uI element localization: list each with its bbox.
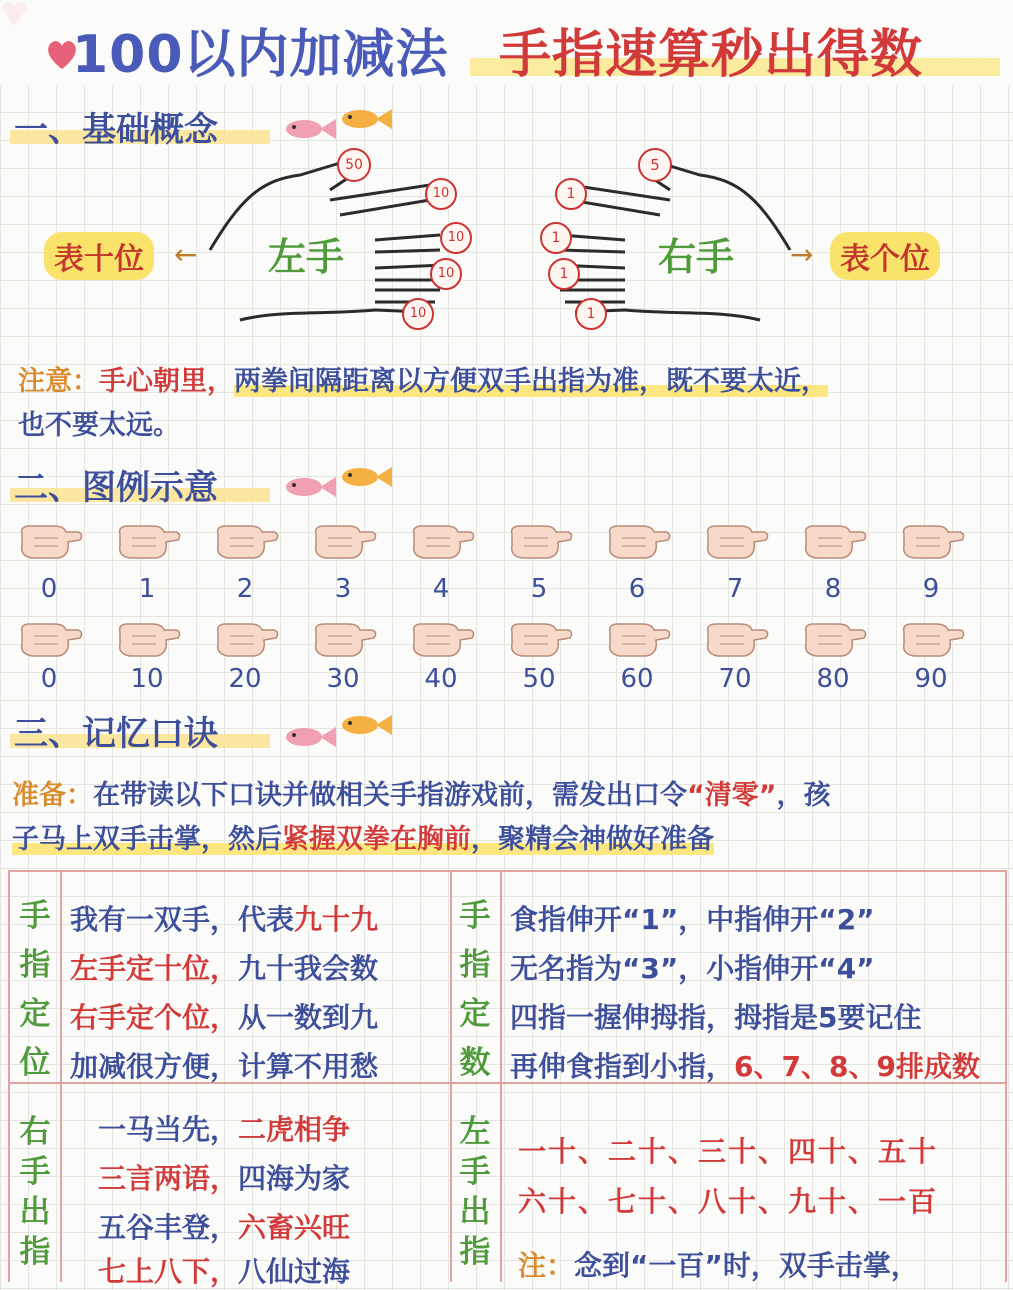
line-emphasis: 拇指是5要记住 bbox=[734, 1001, 922, 1034]
tens-hand-gesture-icon bbox=[406, 614, 476, 664]
prep-text-1b: ，孩 bbox=[776, 780, 831, 811]
header-char: 手 bbox=[459, 898, 491, 934]
line-emphasis: 八仙过海 bbox=[238, 1255, 351, 1288]
line-text: 七上八下， bbox=[98, 1255, 239, 1288]
line-text: 食指伸开“1”， bbox=[510, 903, 707, 936]
prep-emphasis: 紧握双拳在胸前 bbox=[282, 824, 471, 855]
row2-right-line: 六十、七十、八十、九十、一百 bbox=[518, 1185, 939, 1218]
row1-left-header bbox=[10, 892, 60, 1088]
prep-quote: “清零” bbox=[687, 780, 777, 811]
line-text: 一马当先， bbox=[98, 1113, 239, 1146]
ones-gesture-number: 3 bbox=[334, 574, 352, 604]
left-arrow-icon: ← bbox=[174, 238, 198, 271]
row1-left-line bbox=[70, 898, 378, 938]
ones-gesture-number: 9 bbox=[922, 574, 940, 604]
ones-hand-gesture-icon bbox=[210, 516, 280, 566]
ones-gesture-number: 6 bbox=[628, 574, 646, 604]
tens-gesture-number: 60 bbox=[620, 664, 654, 694]
row1-right-line bbox=[510, 996, 922, 1036]
pink-fish-icon bbox=[282, 474, 338, 500]
tens-gesture-number: 10 bbox=[130, 664, 164, 694]
header-char: 指 bbox=[19, 947, 51, 983]
line-emphasis: 计算不用愁 bbox=[238, 1050, 379, 1083]
header-char: 手 bbox=[19, 898, 51, 934]
tens-hand-gesture-icon bbox=[210, 614, 280, 664]
right-ring-value: 1 bbox=[548, 258, 580, 290]
table-divider bbox=[500, 872, 502, 1282]
header-char: 指 bbox=[19, 1234, 51, 1270]
row1-right-header bbox=[450, 892, 500, 1088]
line-emphasis: 6、7、8、9排成数 bbox=[734, 1050, 980, 1083]
row2-left-header bbox=[10, 1112, 60, 1272]
row2-left-line bbox=[98, 1206, 350, 1246]
tens-gesture-number: 90 bbox=[914, 664, 948, 694]
line-text: 右手定个位， bbox=[70, 1001, 239, 1034]
tens-gesture-number: 20 bbox=[228, 664, 262, 694]
line-emphasis: 中指伸开“2” bbox=[706, 903, 875, 936]
tens-hand-gesture-icon bbox=[504, 614, 574, 664]
ones-gesture-number: 2 bbox=[236, 574, 254, 604]
left-little-value: 10 bbox=[402, 298, 434, 330]
row1-left-line bbox=[70, 996, 378, 1036]
row1-left-line bbox=[70, 1045, 378, 1085]
tens-gesture-number: 0 bbox=[40, 664, 58, 694]
right-arrow-icon: → bbox=[790, 238, 814, 271]
row2-right-note bbox=[518, 1244, 919, 1284]
ones-gesture-number: 5 bbox=[530, 574, 548, 604]
line-emphasis: 四海为家 bbox=[238, 1162, 351, 1195]
header-char: 数 bbox=[459, 1045, 491, 1081]
row1-right-line bbox=[510, 947, 875, 987]
row2-left-line bbox=[98, 1108, 350, 1148]
page-title-part1: 100以内加减法 bbox=[72, 25, 449, 85]
line-text: 四指一握伸拇指， bbox=[510, 1001, 735, 1034]
section1-note bbox=[18, 360, 998, 448]
header-char: 右 bbox=[19, 1114, 51, 1150]
page-title-part2: 手指速算秒出得数 bbox=[499, 25, 924, 85]
line-emphasis: 从一数到九 bbox=[238, 1001, 379, 1034]
right-thumb-value: 5 bbox=[638, 148, 672, 182]
section3-heading: 三、记忆口诀 bbox=[14, 714, 218, 754]
row2-right-line: 一十、二十、三十、四十、五十 bbox=[518, 1135, 939, 1168]
ones-hand-gesture-icon bbox=[602, 516, 672, 566]
note-text-line1: 两拳间隔距离以方便双手出指为准，既不要太近， bbox=[234, 366, 828, 397]
ones-gesture-number: 1 bbox=[138, 574, 156, 604]
prep-prefix: 准备： bbox=[12, 780, 93, 811]
section3-prep bbox=[12, 774, 1002, 862]
ones-hand-gesture-icon bbox=[798, 516, 868, 566]
line-text: 加减很方便， bbox=[70, 1050, 239, 1083]
header-char: 出 bbox=[19, 1194, 51, 1230]
left-thumb-value: 50 bbox=[337, 148, 371, 182]
tens-gesture-number: 70 bbox=[718, 664, 752, 694]
tens-gesture-number: 40 bbox=[424, 664, 458, 694]
line-text: 五谷丰登， bbox=[98, 1211, 239, 1244]
row2-right-header bbox=[450, 1112, 500, 1272]
ones-hand-gesture-icon bbox=[308, 516, 378, 566]
left-label-tens: 表十位 bbox=[44, 232, 154, 280]
header-char: 指 bbox=[459, 1234, 491, 1270]
row1-left-line bbox=[70, 947, 378, 987]
ones-hand-gesture-icon bbox=[406, 516, 476, 566]
tens-hand-gesture-icon bbox=[798, 614, 868, 664]
note-prefix: 注： bbox=[518, 1249, 575, 1282]
header-char: 定 bbox=[19, 996, 51, 1032]
tens-hand-gesture-icon bbox=[896, 614, 966, 664]
header-char: 指 bbox=[459, 947, 491, 983]
line-emphasis: 九十九 bbox=[294, 903, 379, 936]
orange-fish-icon bbox=[338, 106, 394, 132]
line-text: 再伸食指到小指， bbox=[510, 1050, 735, 1083]
right-little-value: 1 bbox=[575, 298, 607, 330]
pink-fish-icon bbox=[282, 724, 338, 750]
tens-gesture-number: 80 bbox=[816, 664, 850, 694]
left-hand-label: 左手 bbox=[268, 235, 345, 279]
header-char: 出 bbox=[459, 1194, 491, 1230]
note-prefix: 注意： bbox=[18, 366, 99, 397]
ones-hand-gesture-icon bbox=[14, 516, 84, 566]
header-char: 定 bbox=[459, 996, 491, 1032]
note-emphasis: 手心朝里， bbox=[99, 366, 234, 397]
rhyme-table bbox=[8, 870, 1007, 1288]
tens-gesture-number: 30 bbox=[326, 664, 360, 694]
note-text-line2: 也不要太远。 bbox=[18, 410, 180, 441]
section1-heading: 一、基础概念 bbox=[14, 110, 218, 150]
row2-left-line bbox=[98, 1250, 350, 1290]
section2-heading: 二、图例示意 bbox=[14, 468, 218, 508]
left-ring-value: 10 bbox=[430, 258, 462, 290]
ones-hand-gesture-icon bbox=[504, 516, 574, 566]
ones-gesture-number: 8 bbox=[824, 574, 842, 604]
line-text: 左手定十位， bbox=[70, 952, 239, 985]
header-char: 手 bbox=[459, 1154, 491, 1190]
line-text: 三言两语， bbox=[98, 1162, 239, 1195]
line-emphasis: 六畜兴旺 bbox=[238, 1211, 351, 1244]
header-char: 手 bbox=[19, 1154, 51, 1190]
prep-text-2a: 子马上双手击掌，然后 bbox=[12, 824, 282, 855]
header-char: 位 bbox=[19, 1045, 51, 1081]
prep-text-1: 在带读以下口诀并做相关手指游戏前，需发出口令 bbox=[93, 780, 687, 811]
ones-hand-gesture-icon bbox=[896, 516, 966, 566]
row1-right-line bbox=[510, 898, 875, 938]
pink-fish-icon bbox=[282, 116, 338, 142]
tens-hand-gesture-icon bbox=[308, 614, 378, 664]
row2-left-line bbox=[98, 1157, 350, 1197]
line-emphasis: 小指伸开“4” bbox=[706, 952, 875, 985]
right-hand-label: 右手 bbox=[658, 235, 735, 279]
tens-hand-gesture-icon bbox=[14, 614, 84, 664]
right-middle-value: 1 bbox=[540, 222, 572, 254]
right-label-ones: 表个位 bbox=[830, 232, 940, 280]
ones-gesture-number: 7 bbox=[726, 574, 744, 604]
note-text: 念到“一百”时，双手击掌， bbox=[574, 1249, 919, 1282]
left-index-value: 10 bbox=[425, 178, 457, 210]
ones-hand-gesture-icon bbox=[112, 516, 182, 566]
line-emphasis: 二虎相争 bbox=[238, 1113, 351, 1146]
line-emphasis: 九十我会数 bbox=[238, 952, 379, 985]
table-divider bbox=[60, 872, 62, 1282]
tens-hand-gesture-icon bbox=[602, 614, 672, 664]
tens-gesture-number: 50 bbox=[522, 664, 556, 694]
orange-fish-icon bbox=[338, 712, 394, 738]
tens-hand-gesture-icon bbox=[700, 614, 770, 664]
orange-fish-icon bbox=[338, 464, 394, 490]
left-middle-value: 10 bbox=[440, 222, 472, 254]
tens-hand-gesture-icon bbox=[112, 614, 182, 664]
header-char: 左 bbox=[459, 1114, 491, 1150]
ones-hand-gesture-icon bbox=[700, 516, 770, 566]
line-text: 无名指为“3”， bbox=[510, 952, 707, 985]
prep-text-2b: ，聚精会神做好准备 bbox=[471, 824, 714, 855]
ones-gesture-number: 0 bbox=[40, 574, 58, 604]
right-index-value: 1 bbox=[555, 178, 587, 210]
ones-gesture-number: 4 bbox=[432, 574, 450, 604]
line-text: 我有一双手，代表 bbox=[70, 903, 295, 936]
row1-right-line bbox=[510, 1045, 980, 1085]
